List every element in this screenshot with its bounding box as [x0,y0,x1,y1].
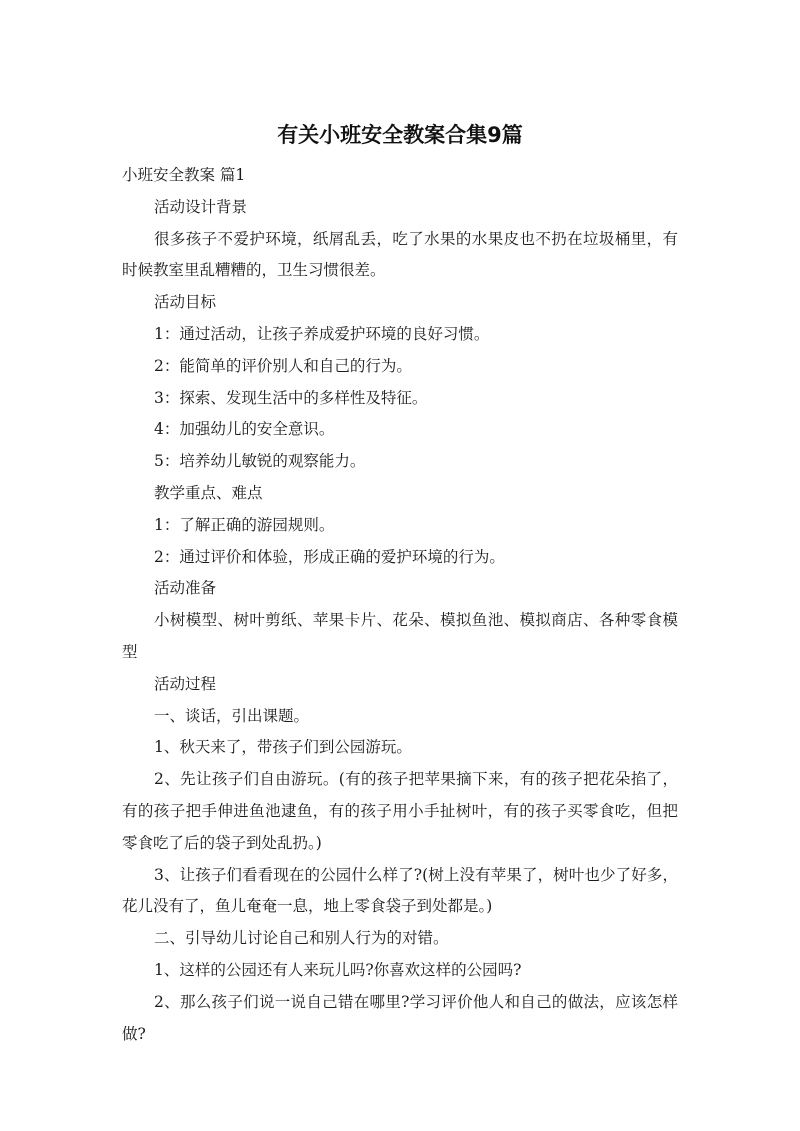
list-item: 1、秋天来了，带孩子们到公园游玩。 [154,738,412,757]
subheading: 活动设计背景 [154,197,248,216]
list-item: 5：培养幼儿敏锐的观察能力。 [154,452,366,471]
list-item: 二、引导幼儿讨论自己和别人行为的对错。 [154,929,449,948]
paragraph: 3、让孩子们看看现在的公园什么样了?(树上没有苹果了，树叶也少了好多，花儿没有了，鱼儿奄奄一息，地上零食袋子到处都是。) [122,865,678,916]
paragraph: 小树模型、树叶剪纸、苹果卡片、花朵、模拟鱼池、模拟商店、各种零食模型 [122,611,678,661]
list-item: 4：加强幼儿的安全意识。 [154,420,335,439]
list-item: 1、这样的公园还有人来玩儿吗?你喜欢这样的公园吗? [154,960,522,979]
list-item: 1：了解正确的游园规则。 [154,515,335,534]
paragraph: 2、先让孩子们自由游玩。(有的孩子把苹果摘下来，有的孩子把花朵掐了，有的孩子把手伸进鱼池逮鱼，有的孩子用小手扯树叶，有的孩子买零食吃，但把零食吃了后的袋子到处乱扔。) [122,770,678,852]
list-item: 2：能简单的评价别人和自己的行为。 [154,356,412,375]
list-item: 3：探索、发现生活中的多样性及特征。 [154,388,428,407]
list-item: 1：通过活动，让孩子养成爱护环境的良好习惯。 [154,324,490,343]
list-item: 一、谈话，引出课题。 [154,706,310,725]
list-item: 2：通过评价和体验，形成正确的爱护环境的行为。 [154,547,505,566]
subheading: 活动过程 [154,674,217,693]
document-title: 有关小班安全教案合集9篇 [277,123,523,147]
paragraph: 很多孩子不爱护环境，纸屑乱丢，吃了水果的水果皮也不扔在垃圾桶里，有时候教室里乱糟糟的，卫生习惯很差。 [122,229,678,280]
subheading: 活动目标 [154,293,217,312]
paragraph: 2、那么孩子们说一说自己错在哪里?学习评价他人和自己的做法，应该怎样做? [122,992,678,1043]
subheading: 活动准备 [154,579,217,598]
subheading: 教学重点、难点 [154,483,263,502]
document-body [122,160,678,1050]
section-heading: 小班安全教案 篇1 [122,166,246,184]
